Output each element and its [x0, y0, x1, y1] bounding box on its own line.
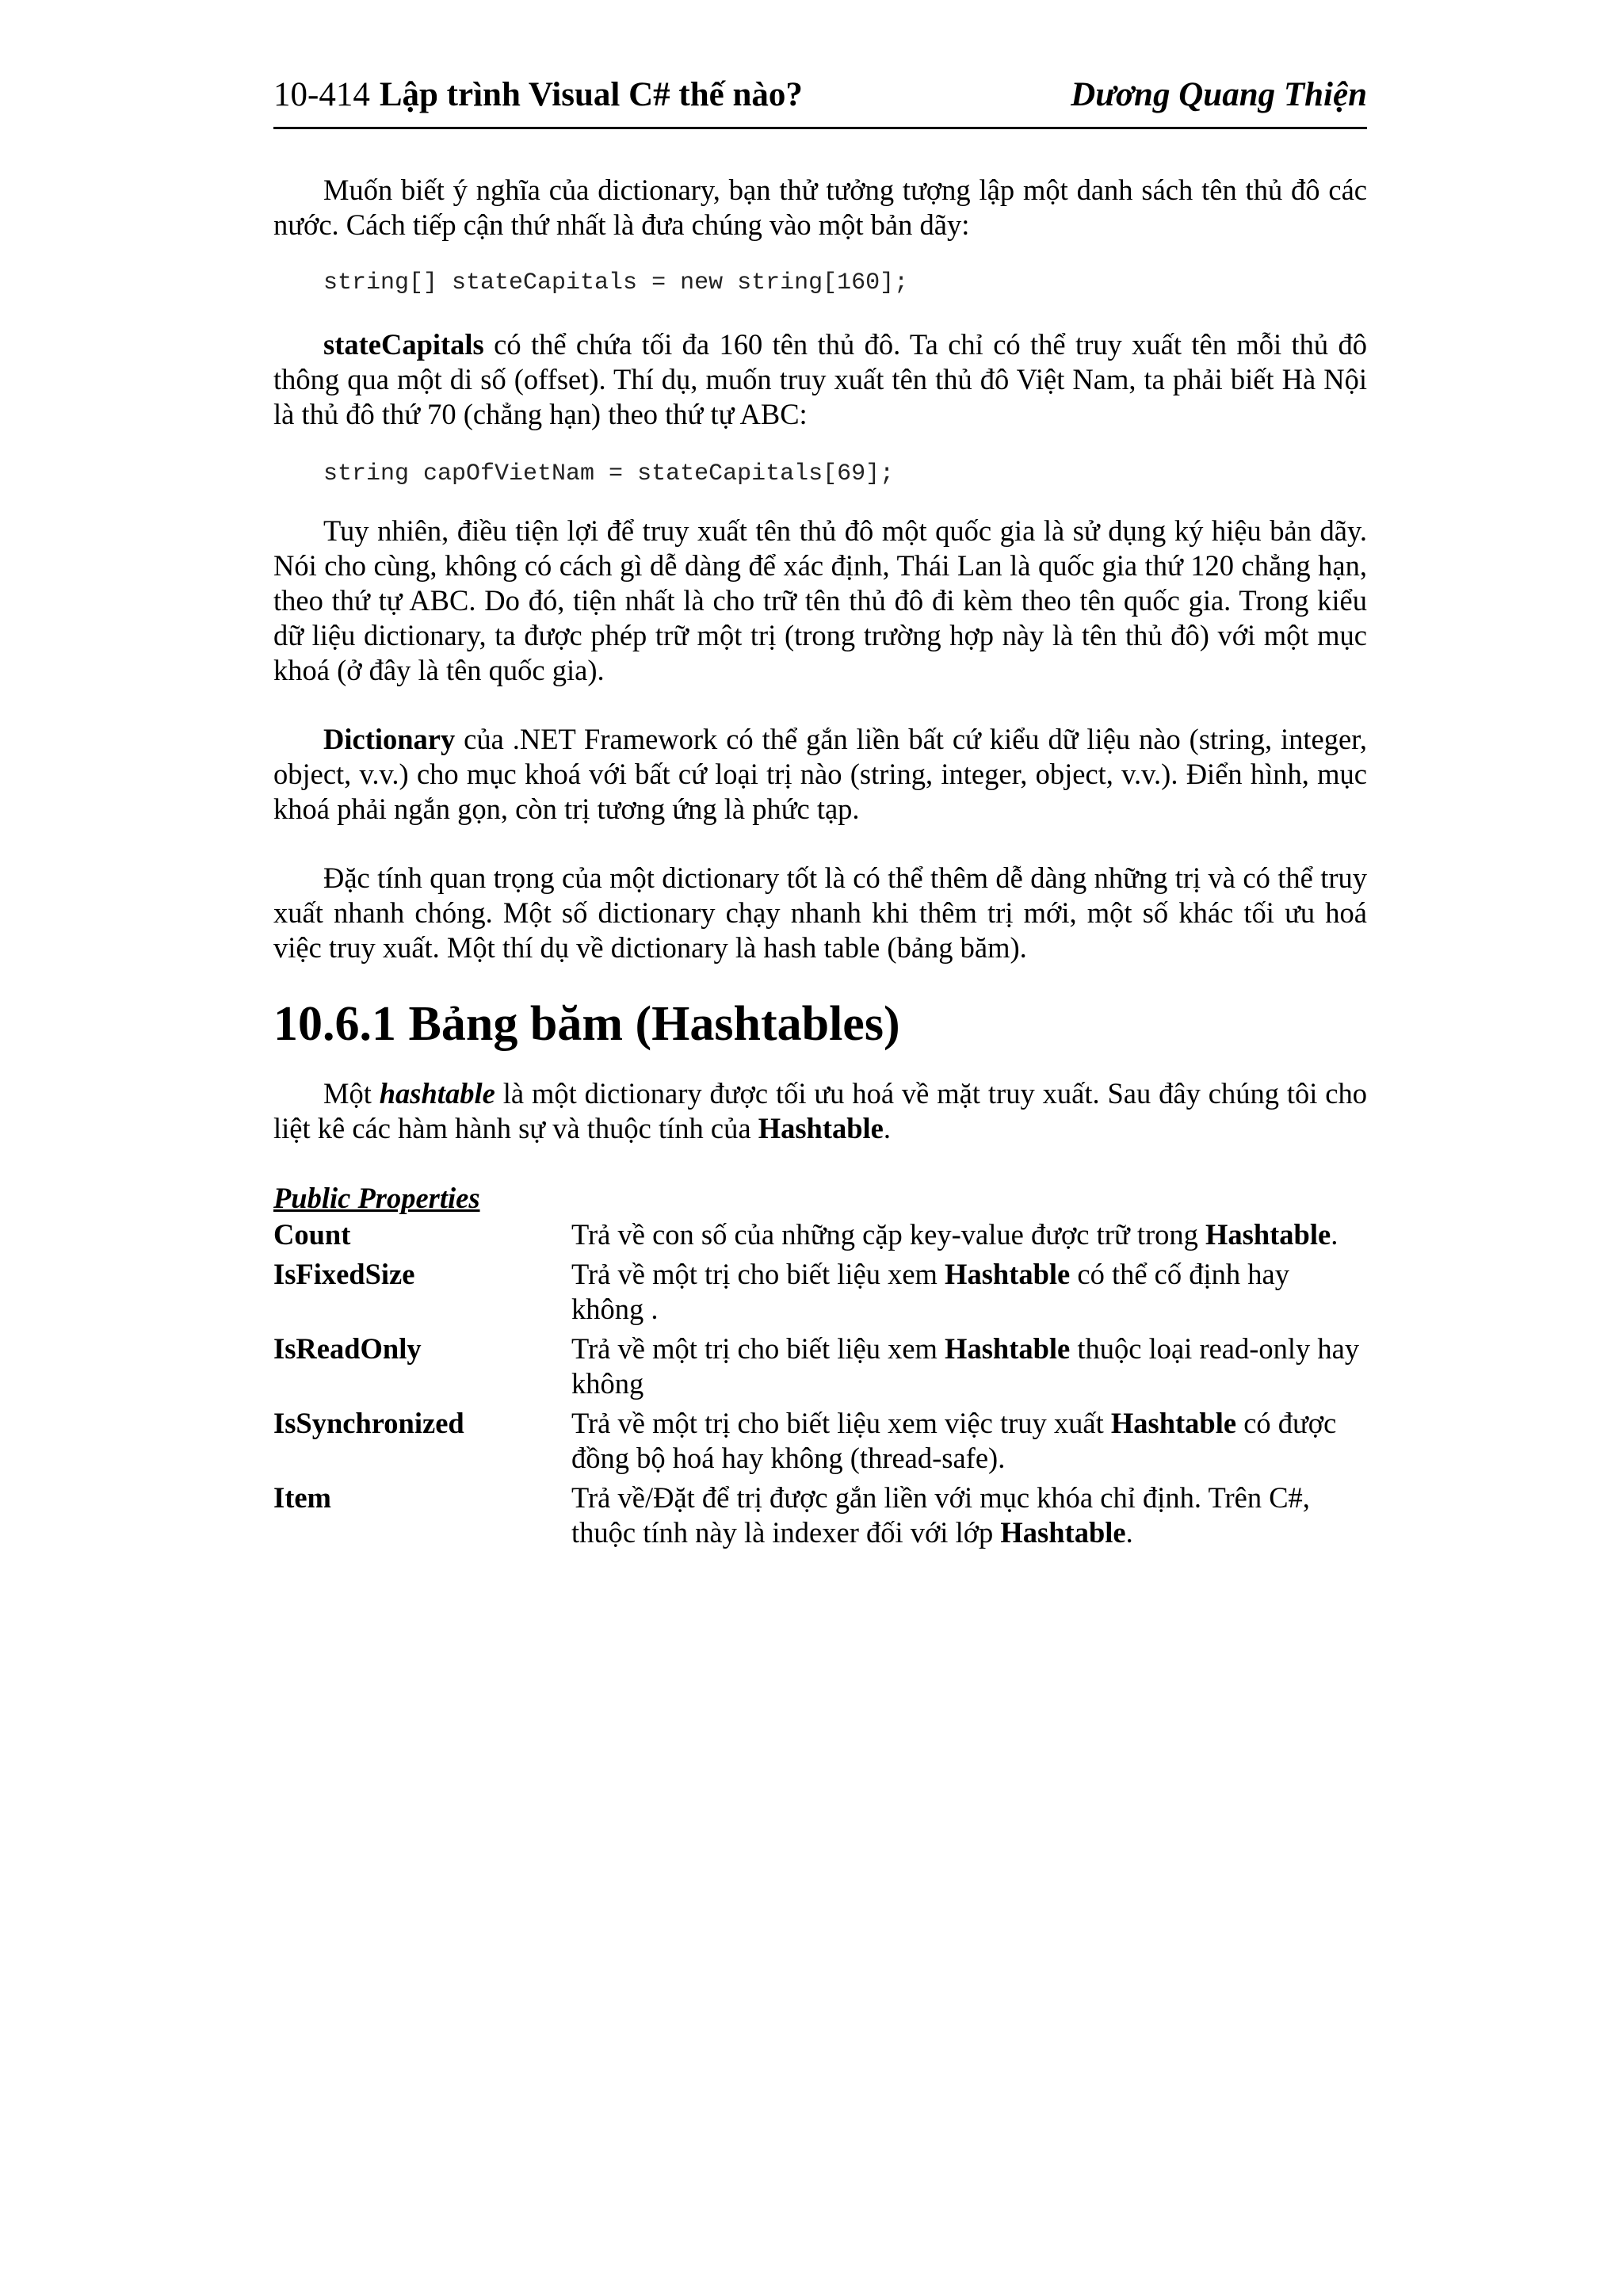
code-cap-of-vietnam: string capOfVietNam = stateCapitals[69];: [323, 460, 895, 487]
property-description: [571, 1257, 1367, 1327]
property-name: IsReadOnly: [273, 1332, 422, 1365]
book-page: [273, 71, 1367, 1555]
paragraph-dictionary-text: của .NET Framework có thể gắn liền bất cứ kiểu dữ liệu nào (string, integer, object, v.v.) cho mục khoá với bất cứ loại trị nào (string, integer, object, v.v.). Điển hình, mục khoá phải ngắn gọn, còn trị tương ứng là phức tạp.: [273, 723, 1367, 825]
term-hashtable-italic: hashtable: [379, 1077, 495, 1110]
paragraph-hashtable-intro: [273, 1076, 1367, 1146]
property-row: [273, 1331, 1367, 1401]
property-row: [273, 1217, 1367, 1252]
paragraph-dictionary-features: Đặc tính quan trọng của một dictionary tốt là có thể thêm dễ dàng những trị và có thể truy xuất nhanh chóng. Một số dictionary chạy nhanh khi thêm trị mới, một số khác tối ưu hoá việc truy xuất. Một thí dụ về dictionary là hash table (bảng băm).: [273, 861, 1367, 964]
property-row: [273, 1406, 1367, 1476]
book-title: Lập trình Visual C# thế nào?: [379, 76, 803, 113]
paragraph-array-notation: Tuy nhiên, điều tiện lợi để truy xuất tên thủ đô một quốc gia là sử dụng ký hiệu bản dãy. Nói cho cùng, không có cách gì dễ dàng để xác định, Thái Lan là quốc gia thứ 120 chẳng hạn, theo thứ tự ABC. Do đó, tiện nhất là cho trữ tên thủ đô đi kèm theo tên quốc gia. Trong kiểu dữ liệu dictionary, ta được phép trữ một trị (trong trường hợp này là tên thủ đô) với một mục khoá (ở đây là tên quốc gia).: [273, 514, 1367, 686]
property-name: IsSynchronized: [273, 1407, 464, 1439]
property-desc-bold: Hashtable: [1110, 1407, 1237, 1439]
property-description: [571, 1331, 1367, 1401]
property-desc-text: có thể cố định hay không .: [571, 1258, 1289, 1325]
property-name: Count: [273, 1218, 351, 1251]
property-desc-text: Trả về một trị cho biết liệu xem việc truy xuất: [571, 1407, 1111, 1439]
property-description: [571, 1406, 1367, 1476]
property-desc-text: Trả về một trị cho biết liệu xem: [571, 1332, 945, 1365]
term-dictionary: Dictionary: [323, 723, 456, 755]
page-header: [273, 71, 1367, 129]
property-desc-bold: Hashtable: [1000, 1516, 1126, 1549]
property-desc-text: có được đồng bộ hoá hay không (thread-safe).: [571, 1407, 1337, 1474]
property-desc-text: thuộc loại read-only hay không: [571, 1332, 1360, 1400]
property-desc-text: Trả về/Đặt để trị được gắn liền với mục khóa chỉ định. Trên C#, thuộc tính này là indexer đối với lớp: [571, 1481, 1310, 1549]
paragraph-dictionary-framework: [273, 722, 1367, 827]
section-heading: 10.6.1 Bảng băm (Hashtables): [273, 997, 900, 1051]
property-description: [571, 1480, 1367, 1550]
property-description: [571, 1217, 1367, 1252]
page-number: 10-414: [273, 76, 370, 113]
paragraph-intro: Muốn biết ý nghĩa của dictionary, bạn thử tưởng tượng lập một danh sách tên thủ đô các nước. Cách tiếp cận thứ nhất là đưa chúng vào một bản dãy:: [273, 174, 1367, 241]
author-name: Dương Quang Thiện: [1071, 76, 1367, 113]
property-desc-text: .: [1125, 1516, 1133, 1549]
code-state-capitals-array: string[] stateCapitals = new string[160];: [323, 269, 909, 296]
property-row: [273, 1480, 1367, 1550]
paragraph-state-capitals: [273, 327, 1367, 432]
property-desc-bold: Hashtable: [945, 1258, 1071, 1290]
header-left: [273, 74, 803, 116]
term-statecapitals: stateCapitals: [323, 328, 484, 361]
property-desc-text: .: [1331, 1218, 1338, 1251]
paragraph-state-capitals-text: có thể chứa tối đa 160 tên thủ đô. Ta chỉ có thể truy xuất tên mỗi thủ đô thông qua một di số (offset). Thí dụ, muốn truy xuất tên thủ đô Việt Nam, ta phải biết Hà Nội là thủ đô thứ 70 (chẳng hạn) theo thứ tự ABC:: [273, 328, 1367, 430]
hashtable-intro-pre: Một: [323, 1077, 380, 1110]
public-properties-title: Public Properties: [273, 1182, 480, 1214]
code-block-2: [273, 458, 1367, 490]
property-desc-bold: Hashtable: [1205, 1218, 1331, 1251]
hashtable-intro-mid: là một dictionary được tối ưu hoá về mặt truy xuất. Sau đây chúng tôi cho liệt kê các hàm hành sự và thuộc tính của: [273, 1077, 1367, 1144]
property-desc-text: Trả về một trị cho biết liệu xem: [571, 1258, 945, 1290]
hashtable-intro-post: .: [883, 1112, 892, 1144]
property-desc-bold: Hashtable: [945, 1332, 1071, 1365]
property-name: Item: [273, 1481, 331, 1514]
property-name: IsFixedSize: [273, 1258, 415, 1290]
term-hashtable: Hashtable: [758, 1112, 884, 1144]
property-desc-text: Trả về con số của những cặp key-value được trữ trong: [571, 1218, 1205, 1251]
property-row: [273, 1257, 1367, 1327]
properties-table: [273, 1217, 1367, 1550]
